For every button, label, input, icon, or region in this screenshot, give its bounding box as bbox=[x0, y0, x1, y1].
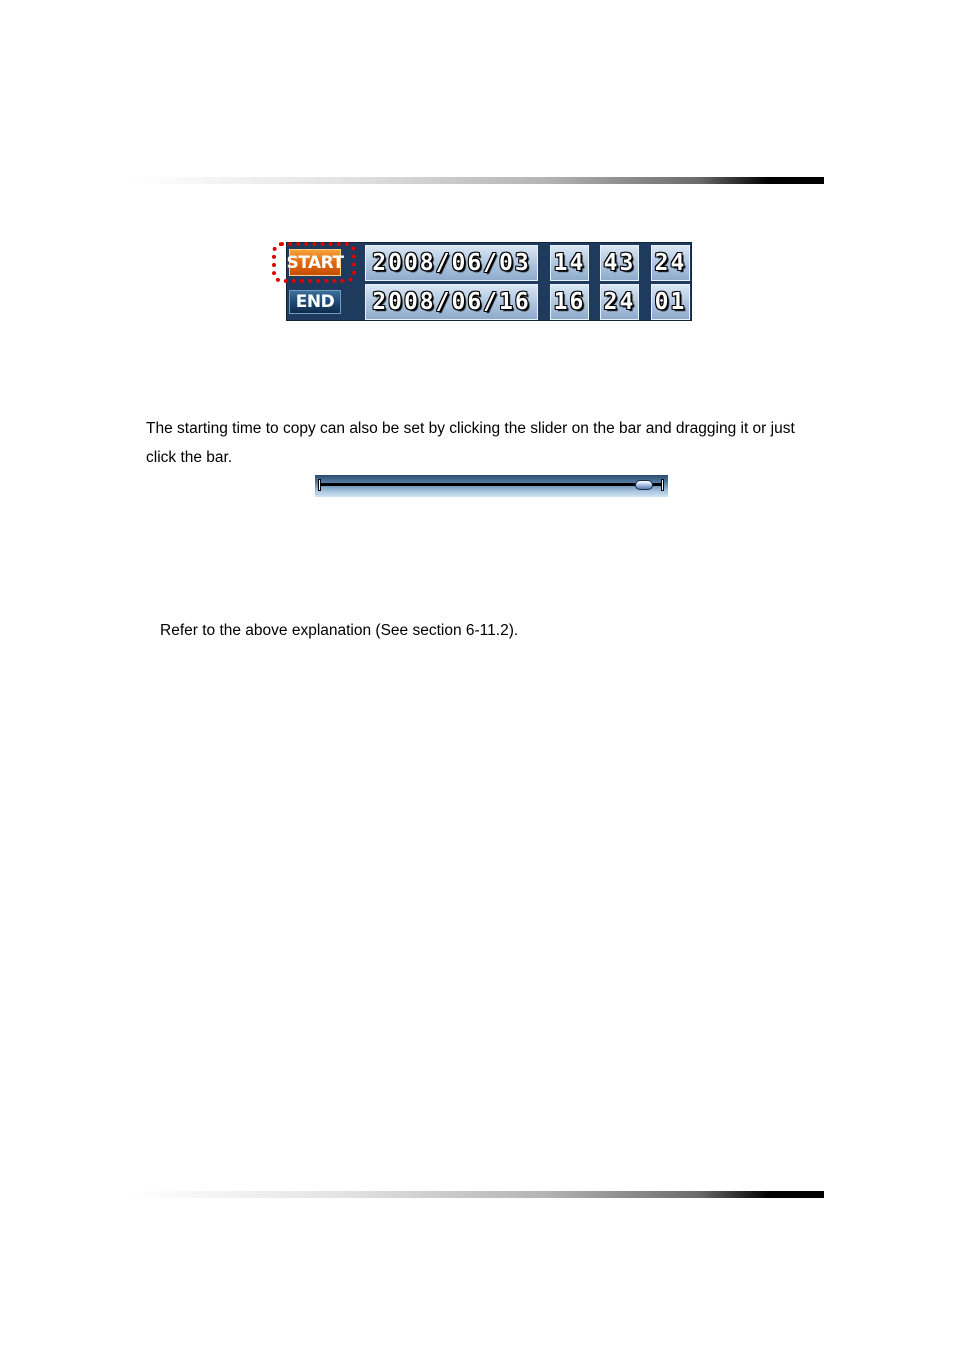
start-button[interactable]: START bbox=[289, 249, 341, 276]
start-highlight-marker bbox=[272, 242, 356, 283]
header-divider bbox=[130, 177, 824, 184]
slider-track[interactable] bbox=[321, 483, 661, 486]
slider-end-cap bbox=[661, 479, 664, 491]
refer-section-text: Refer to the above explanation (See section 6-11.2). bbox=[160, 622, 519, 639]
end-hour-field[interactable]: 16 bbox=[550, 284, 589, 320]
end-time-row bbox=[287, 284, 691, 320]
start-second-field[interactable]: 24 bbox=[651, 245, 690, 281]
slider-instruction-text: The starting time to copy can also be set by clicking the slider on the bar and dragging it or just click the bar. bbox=[146, 420, 795, 466]
end-button[interactable]: END bbox=[289, 290, 341, 314]
end-date-field[interactable]: 2008/06/16 bbox=[365, 284, 538, 320]
start-minute-field[interactable]: 43 bbox=[600, 245, 639, 281]
footer-divider bbox=[130, 1191, 824, 1198]
start-date-field[interactable]: 2008/06/03 bbox=[365, 245, 538, 281]
end-second-field[interactable]: 01 bbox=[651, 284, 690, 320]
start-hour-field[interactable]: 14 bbox=[550, 245, 589, 281]
copy-time-slider[interactable] bbox=[315, 475, 668, 497]
slider-thumb[interactable] bbox=[635, 480, 653, 490]
end-minute-field[interactable]: 24 bbox=[600, 284, 639, 320]
